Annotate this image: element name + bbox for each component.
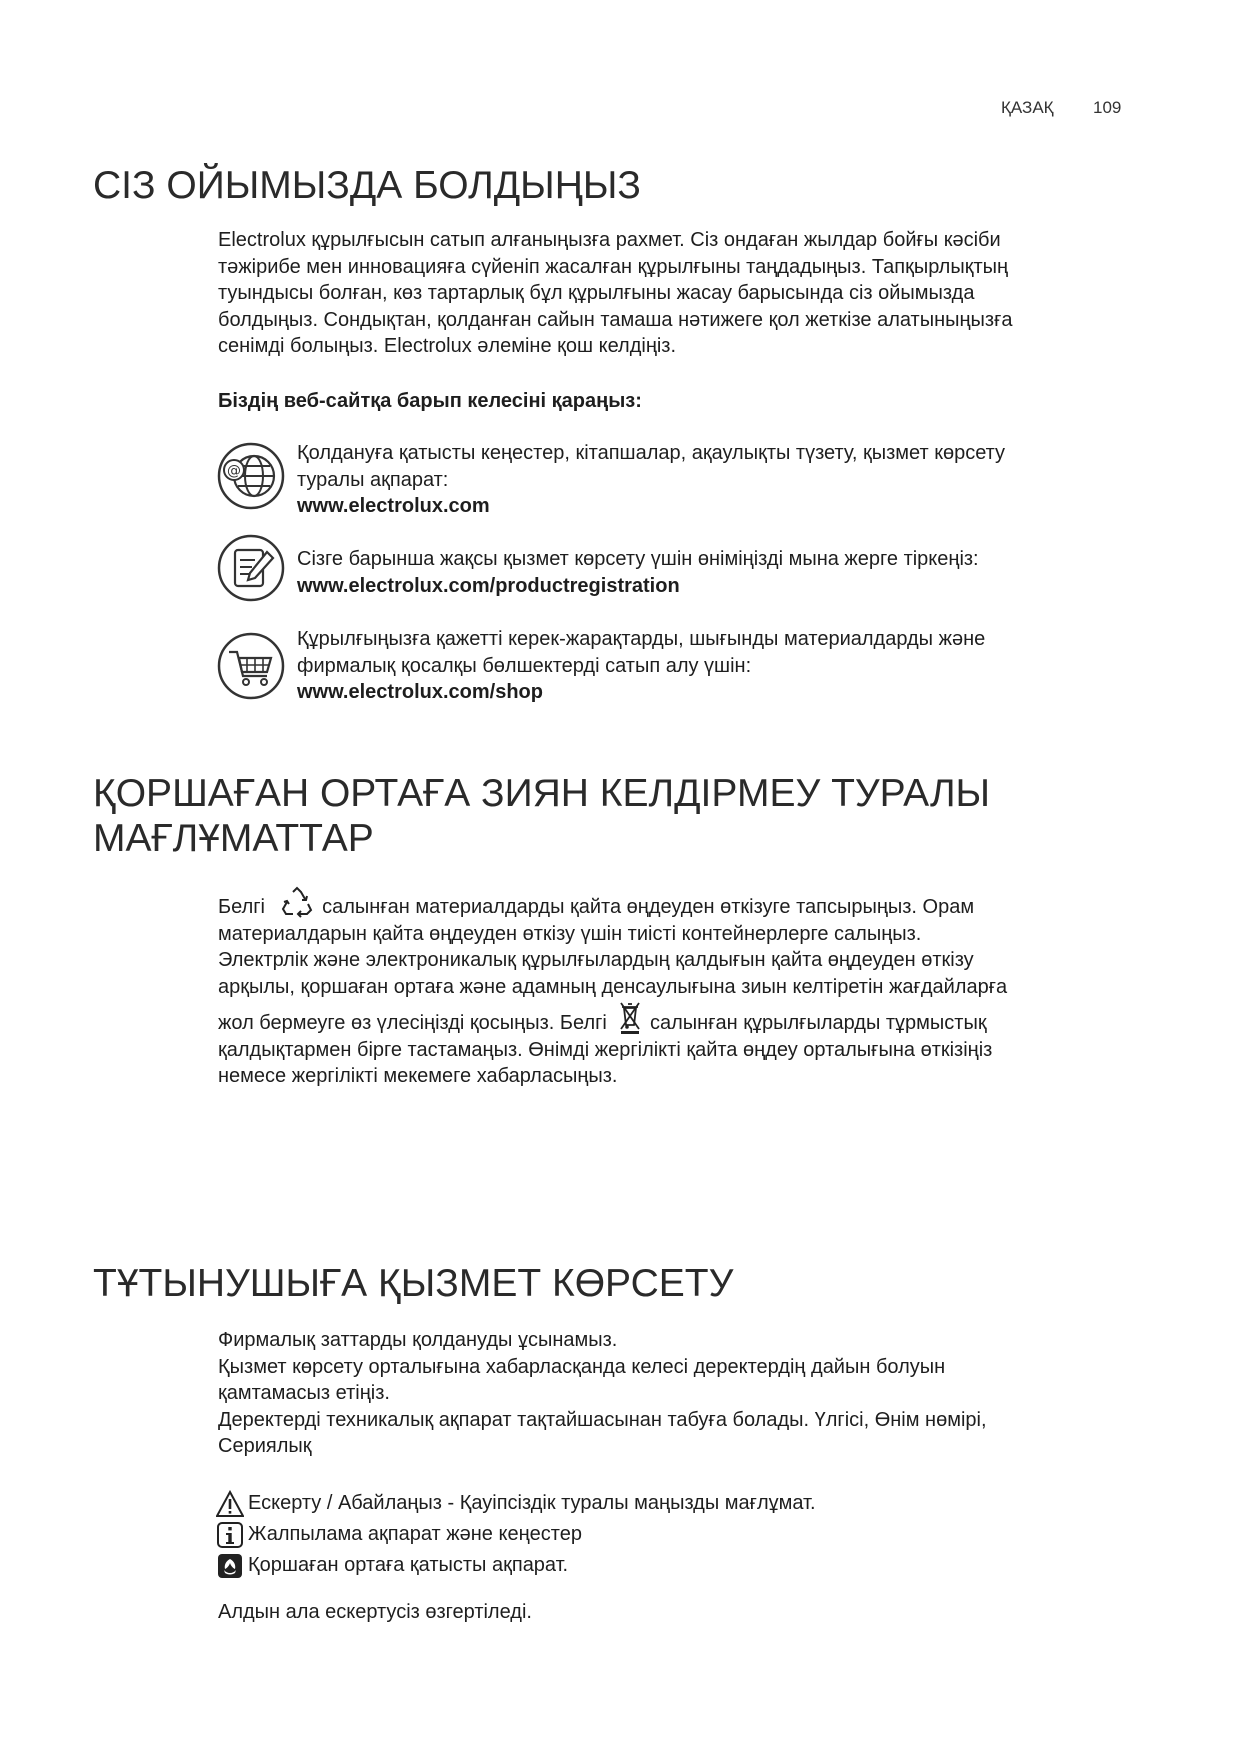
environment-icon <box>216 1552 244 1580</box>
intro-line: Electrolux құрылғысын сатып алғаныңызға рахмет. Сіз ондаған жылдар бойғы кәсіби <box>218 229 1001 251</box>
link-url-registration[interactable]: www.electrolux.com/productregistration <box>297 574 680 597</box>
link-desc-line: фирмалық қосалқы бөлшектерді сатып алу үшін: <box>297 654 752 677</box>
environment-text <box>218 894 1138 1090</box>
recycle-icon <box>281 886 313 920</box>
cs-line: Фирмалық заттарды қолдануды ұсынамыз. <box>218 1329 618 1351</box>
customer-service-text <box>218 1327 1138 1460</box>
cs-line: Деректерді техникалық ақпарат тақтайшасынан табуға болады. Үлгісі, Өнім нөмірі, <box>218 1408 987 1431</box>
env-text: Электрлік және электроникалық құрылғылардың қалдығын қайта өңдеуден өткізу <box>218 949 974 971</box>
language-label: ҚАЗАҚ <box>1001 98 1054 117</box>
cs-line: Қызмет көрсету орталығына хабарласқанда келесі деректердің дайын болуын <box>218 1355 946 1378</box>
cs-line: Сериялық <box>218 1435 312 1457</box>
crossed-bin-icon <box>618 999 642 1035</box>
link-desc-line: Сізге барынша жақсы қызмет көрсету үшін өніміңізді мына жерге тіркеңіз: <box>297 548 979 570</box>
legend-text: Қоршаған ортаға қатысты ақпарат. <box>248 1554 569 1577</box>
globe-icon <box>217 442 285 510</box>
link-desc-line: туралы ақпарат: <box>297 468 449 491</box>
environment-title <box>93 771 990 861</box>
env-text: Белгі <box>218 896 265 918</box>
info-icon <box>216 1521 244 1549</box>
intro-line: болдыңыз. Сондықтан, қолданған сайын тамаша нәтижеге қол жеткізе алатыныңызға <box>218 308 1013 331</box>
svg-text:@: @ <box>227 463 241 479</box>
legend-row <box>216 1550 1136 1581</box>
legend-row <box>216 1488 1136 1519</box>
page-number: 109 <box>1093 98 1122 117</box>
symbol-legend <box>216 1488 1136 1581</box>
env-text: салынған материалдарды қайта өңдеуден өткізуге тапсырыңыз. Орам <box>322 896 975 918</box>
link-block-registration <box>297 546 1157 599</box>
env-text: қалдықтармен бірге тастамаңыз. Өнімді жергілікті қайта өңдеу орталығына өткізіңіз <box>218 1038 993 1061</box>
intro-line: сенімді болыңыз. Electrolux әлеміне қош келдіңіз. <box>218 335 677 357</box>
warning-icon <box>216 1490 244 1518</box>
intro-line: туындысы болған, көз тартарлық бұл құрылғыны жасау барысында сіз ойымызда <box>218 282 975 304</box>
env-text: арқылы, қоршаған ортаға және адамның денсаулығына зиын келтіретін жағдайларға <box>218 975 1008 998</box>
link-desc-line: Құрылғыңызға қажетті керек-жарақтарды, шығынды материалдарды және <box>297 628 986 650</box>
env-text: жол бермеуге өз үлесіңізді қосыңыз. Белгі <box>218 1012 607 1034</box>
legend-text: Жалпылама ақпарат және кеңестер <box>248 1523 582 1546</box>
customer-service-title: ТҰТЫНУШЫҒА ҚЫЗМЕТ КӨРСЕТУ <box>93 1262 734 1305</box>
intro-line: тәжірибе мен инновацияға сүйеніп жасалған құрылғыны таңдадыңыз. Тапқырлықтың <box>218 255 1009 278</box>
link-desc-line: Қолдануға қатысты кеңестер, кітапшалар, ақаулықты түзету, қызмет көрсету <box>297 442 1006 464</box>
link-block-shop <box>297 626 1157 706</box>
legend-row <box>216 1519 1136 1550</box>
env-text: салынған құрылғыларды тұрмыстық <box>650 1012 987 1034</box>
welcome-title: СІЗ ОЙЫМЫЗДА БОЛДЫҢЫЗ <box>93 164 641 207</box>
environment-title-line: МАҒЛҰМАТТАР <box>93 817 374 860</box>
cs-line: қамтамасыз етіңіз. <box>218 1382 390 1404</box>
link-url-electrolux[interactable]: www.electrolux.com <box>297 495 490 517</box>
link-url-shop[interactable]: www.electrolux.com/shop <box>297 681 543 703</box>
env-text: материалдарын қайта өңдеуден өткізу үшін тиісті контейнерлерге салыңыз. <box>218 922 922 945</box>
welcome-intro <box>218 227 1138 360</box>
link-block-support <box>297 440 1157 520</box>
visit-heading: Біздің веб-сайтқа барып келесіні қараңыз: <box>218 390 642 412</box>
legend-text: Ескерту / Абайлаңыз - Қауіпсіздік туралы маңызды мағлұмат. <box>248 1492 816 1515</box>
shopping-cart-icon <box>217 632 285 700</box>
footer-note: Алдын ала ескертусіз өзгертіледі. <box>218 1601 532 1623</box>
env-text: немесе жергілікті мекемеге хабарласыңыз. <box>218 1065 618 1087</box>
registration-icon <box>217 534 285 602</box>
environment-title-line: ҚОРШАҒАН ОРТАҒА ЗИЯН КЕЛДІРМЕУ ТУРАЛЫ <box>93 772 991 815</box>
